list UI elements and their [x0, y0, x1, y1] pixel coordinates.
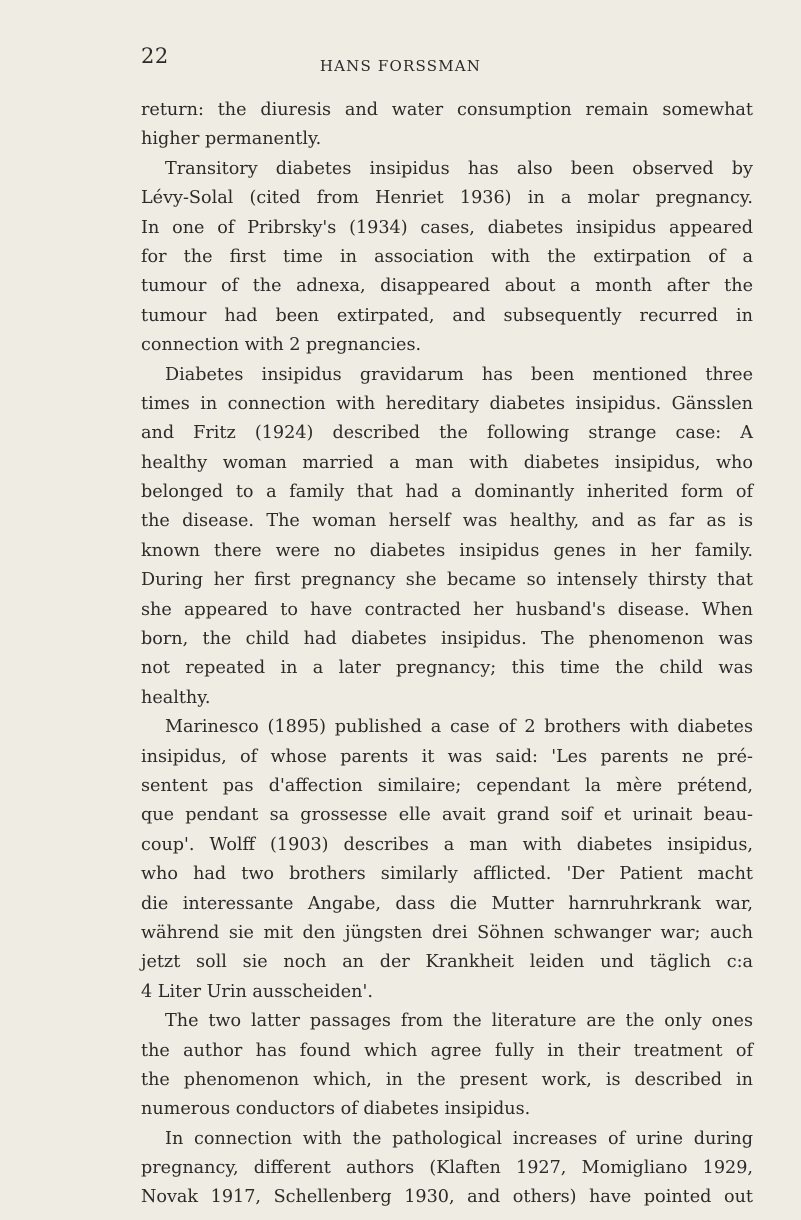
text-line: belonged to a family that had a dominantly inherited form of [141, 482, 753, 503]
text-line: que pendant sa grossesse elle avait grand soif et urinait beau- [141, 805, 753, 826]
text-line: In connection with the pathological increases of urine during [165, 1128, 753, 1149]
text-line: 4 Liter Urin ausscheiden'. [141, 981, 373, 1002]
text-line: not repeated in a later pregnancy; this time the child was [141, 658, 753, 679]
text-line: jetzt soll sie noch an der Krankheit leiden und täglich c:a [141, 952, 753, 973]
text-line: times in connection with hereditary diabetes insipidus. Gänsslen [141, 393, 753, 414]
text-line: healthy woman married a man with diabetes insipidus, who [141, 452, 753, 473]
text-line: insipidus, of whose parents it was said: 'Les parents ne pré- [141, 746, 753, 767]
text-line: Lévy-Solal (cited from Henriet 1936) in a molar pregnancy. [141, 188, 753, 209]
text-line: born, the child had diabetes insipidus. The phenomenon was [141, 629, 753, 650]
text-line: coup'. Wolff (1903) describes a man with diabetes insipidus, [141, 834, 753, 855]
text-line: sentent pas d'affection similaire; cependant la mère prétend, [141, 775, 753, 796]
text-line: numerous conductors of diabetes insipidus. [141, 1099, 531, 1120]
body-text [141, 96, 753, 1213]
text-line: healthy. [141, 687, 211, 708]
text-line: the disease. The woman herself was healthy, and as far as is [141, 511, 753, 532]
page-number: 22 [141, 44, 169, 68]
text-line: higher permanently. [141, 129, 322, 150]
text-line: connection with 2 pregnancies. [141, 335, 422, 356]
running-head: HANS FORSSMAN [319, 57, 482, 75]
text-line: Novak 1917, Schellenberg 1930, and others) have pointed out [141, 1187, 753, 1208]
text-line: In one of Pribrsky's (1934) cases, diabetes insipidus appeared [141, 217, 753, 238]
text-line: she appeared to have contracted her husband's disease. When [141, 599, 753, 620]
text-line: known there were no diabetes insipidus genes in her family. [141, 540, 753, 561]
text-line: während sie mit den jüngsten drei Söhnen schwanger war; auch [141, 922, 753, 943]
text-line: who had two brothers similarly afflicted. 'Der Patient macht [141, 864, 753, 885]
text-line: die interessante Angabe, dass die Mutter harnruhrkrank war, [141, 893, 753, 914]
text-line: the phenomenon which, in the present work, is described in [141, 1069, 753, 1090]
text-line: During her first pregnancy she became so intensely thirsty that [141, 570, 753, 591]
text-line: tumour had been extirpated, and subsequently recurred in [141, 305, 753, 326]
text-line: return: the diuresis and water consumption remain somewhat [141, 100, 753, 120]
text-line: The two latter passages from the literature are the only ones [165, 1011, 753, 1032]
text-line: the author has found which agree fully in their treatment of [141, 1040, 753, 1061]
text-line: Transitory diabetes insipidus has also been observed by [165, 158, 753, 179]
text-line: Diabetes insipidus gravidarum has been mentioned three [165, 364, 753, 385]
text-line: for the first time in association with the extirpation of a [141, 246, 753, 267]
text-line: pregnancy, different authors (Klaften 1927, Momigliano 1929, [141, 1158, 753, 1179]
text-line: Marinesco (1895) published a case of 2 brothers with diabetes [165, 717, 753, 738]
text-line: and Fritz (1924) described the following strange case: A [141, 423, 753, 444]
text-line: tumour of the adnexa, disappeared about a month after the [141, 276, 753, 297]
